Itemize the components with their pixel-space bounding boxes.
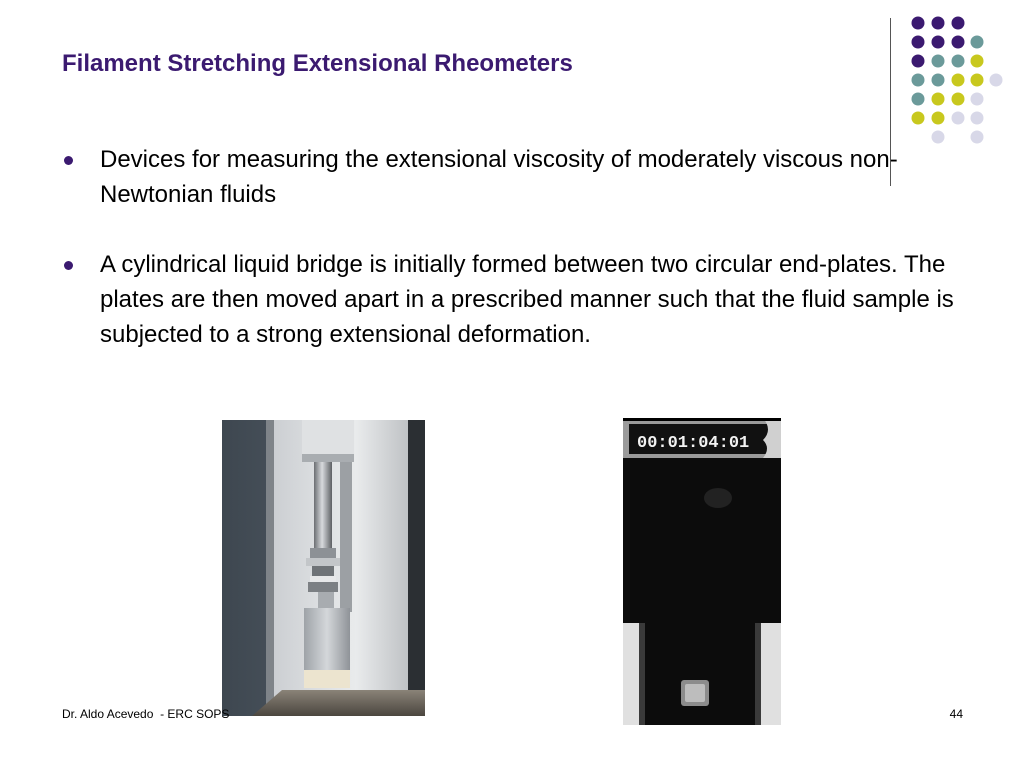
footer-author: Dr. Aldo Acevedo - ERC SOPS <box>62 707 230 721</box>
bullet-text: Devices for measuring the extensional viscosity of moderately viscous non-Newtonian fluids <box>100 146 898 208</box>
bullet-item <box>62 247 982 352</box>
slide-title: Filament Stretching Extensional Rheometers <box>62 50 573 77</box>
filament-video-frame <box>623 418 781 725</box>
bullet-text: A cylindrical liquid bridge is initially formed between two circular end-plates. The plates are then moved apart in a prescribed manner such that the fluid sample is subjected to a strong extensional deformation. <box>100 251 954 348</box>
bullet-list <box>62 142 982 352</box>
rheometer-apparatus-photo <box>222 420 425 716</box>
bullet-item <box>62 142 982 212</box>
bullet-dot-icon <box>64 261 73 270</box>
bullet-dot-icon <box>64 156 73 165</box>
video-timestamp: 00:01:04:01 <box>637 434 750 453</box>
footer-page-number: 44 <box>949 707 963 721</box>
